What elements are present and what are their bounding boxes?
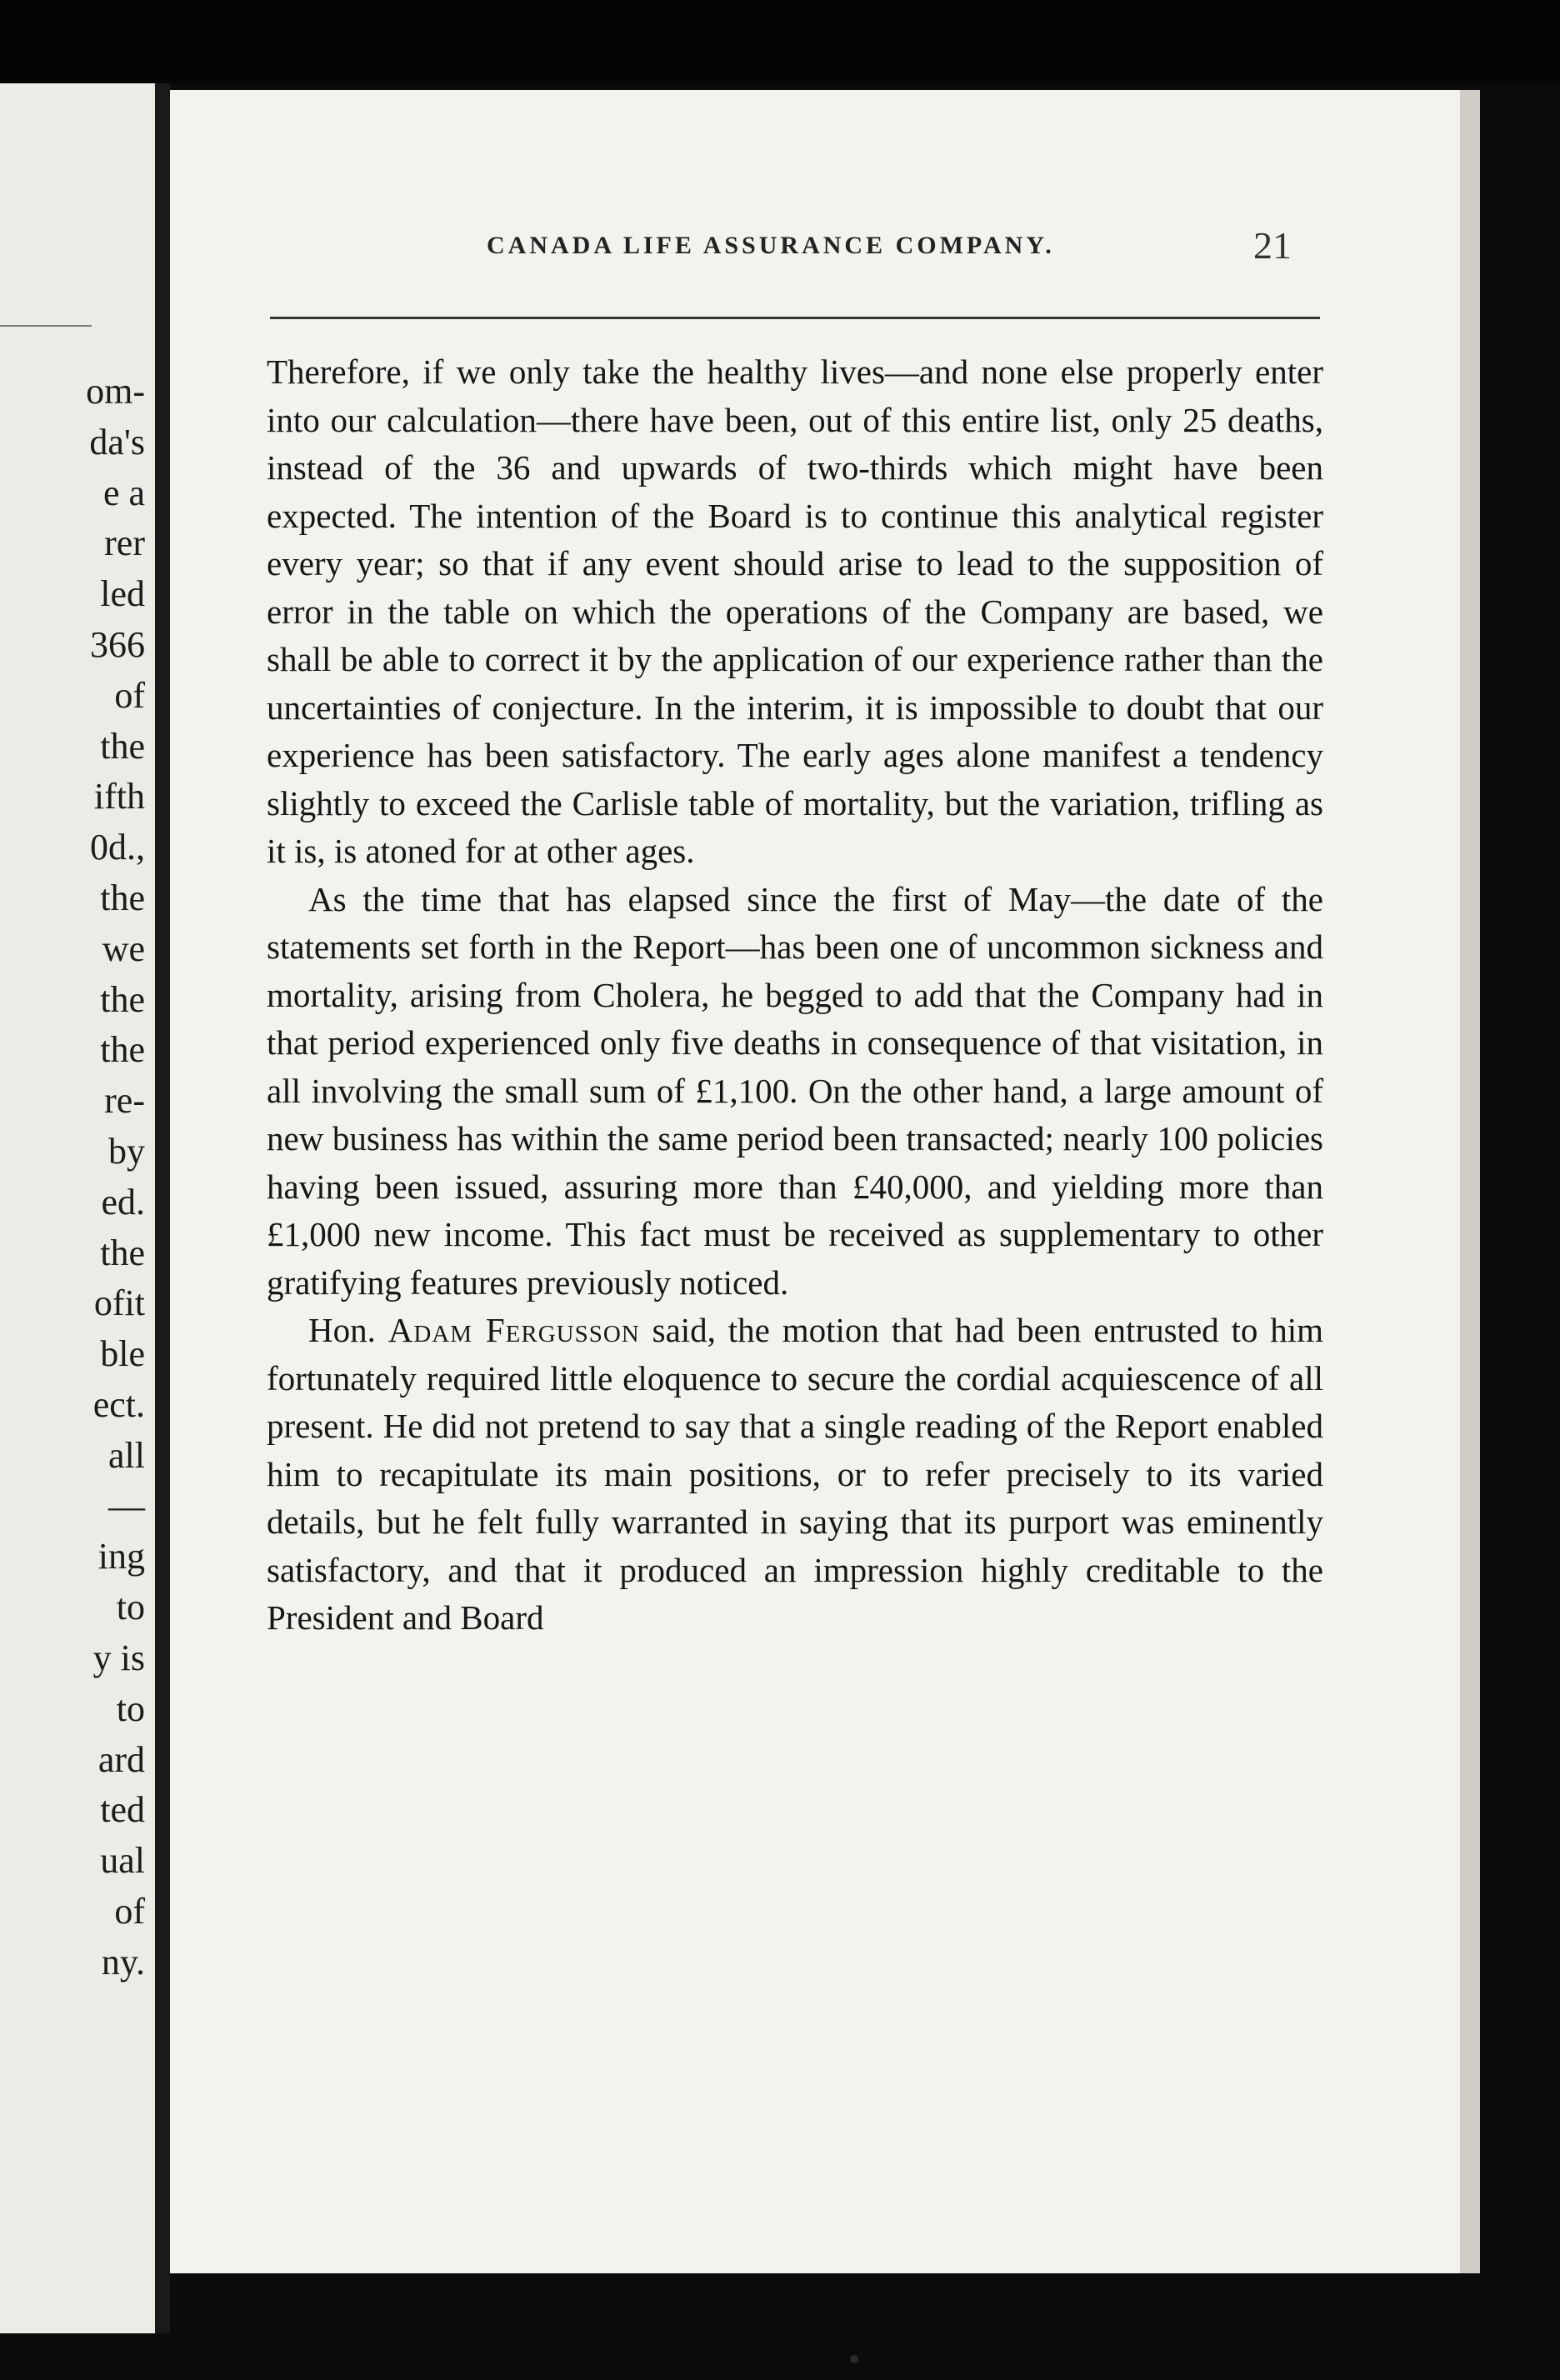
- paragraph-2: As the time that has elapsed since the first of May—the date of the statements set forth in the Report—has been one of uncommon sickness and mortality, arising from Cholera, he begged to add that the Company had in that period experienced only five deaths in consequence of that visitation, in all involving the small sum of £1,100. On the other hand, a large amount of new business has within the same period been transacted; nearly 100 policies having been issued, assuring more than £40,000, and yielding more than £1,000 new income. This fact must be received as supplementary to other gratifying features previously noticed.: [267, 879, 1323, 1302]
- header-rule: [270, 317, 1320, 319]
- left-fragment: ard: [98, 1738, 145, 1780]
- left-page-rule: [0, 325, 92, 327]
- page-header: [170, 223, 1460, 282]
- left-fragment: ect.: [92, 1383, 145, 1425]
- left-fragment: to: [116, 1587, 145, 1628]
- left-fragment: ual: [100, 1840, 145, 1882]
- page-edge-shadow: [1460, 90, 1480, 2273]
- left-fragment: the: [100, 877, 145, 918]
- left-fragment: the: [100, 1029, 145, 1071]
- left-page-edge: [0, 83, 163, 2333]
- left-fragment: we: [102, 928, 145, 969]
- left-fragment: ted: [100, 1789, 145, 1831]
- left-fragment: om-: [86, 371, 145, 412]
- left-fragment: the: [100, 1232, 145, 1273]
- left-fragment: ofit: [93, 1282, 145, 1324]
- left-fragment: the: [100, 978, 145, 1020]
- left-fragment: re-: [104, 1080, 145, 1122]
- left-fragment: ing: [98, 1536, 145, 1578]
- left-fragment: da's: [89, 421, 145, 462]
- paragraph-3-text: said, the motion that had been entrusted to him fortunately required little eloquence to secure the cordial acquiescence of all present. He did not pretend to say that a single reading of the Report enabled him to recapitulate its main positions, or to refer precisely to its varied details, but he felt fully warranted in saying that its purport was eminently satisfactory, and that it produced an impression highly creditable to the President and Board: [267, 1311, 1324, 1637]
- left-fragment: e a: [102, 472, 145, 513]
- left-fragment: by: [108, 1130, 145, 1172]
- body-text: [267, 348, 1323, 1642]
- left-fragment: ny.: [101, 1941, 145, 1982]
- paragraph-1: Therefore, if we only take the healthy lives—and none else properly enter into our calculation—there have been, out of this entire list, only 25 deaths, instead of the 36 and upwards of two-thirds which might have been expected. The intention of the Board is to continue this analytical register every year; so that if any event should arise to lead to the supposition of error in the table on which the operations of the Company are based, we shall be able to correct it by the application of our experience rather than the uncertainties of conjecture. In the interim, it is impossible to doubt that our experience has been satisfactory. The early ages alone manifest a tendency slightly to exceed the Carlisle table of mortality, but the variation, trifling as it is, is atoned for at other ages.: [267, 352, 1323, 870]
- paragraph-3-prefix: Hon.: [308, 1311, 376, 1349]
- left-fragment: led: [100, 573, 145, 615]
- left-fragment: ble: [100, 1333, 145, 1375]
- left-fragment: the: [100, 725, 145, 767]
- left-page-text-fragments: [86, 367, 145, 1988]
- scan-top-border: [0, 0, 1560, 83]
- left-fragment: ed.: [101, 1181, 145, 1222]
- left-fragment: 0d.,: [90, 827, 145, 868]
- speaker-name: Adam Fergusson: [388, 1311, 640, 1349]
- left-fragment: ifth: [93, 776, 145, 818]
- left-fragment: rer: [104, 522, 145, 564]
- left-fragment: of: [114, 674, 145, 716]
- left-fragment: y is: [92, 1637, 145, 1678]
- paragraph-3: [267, 1307, 1323, 1642]
- running-head: CANADA LIFE ASSURANCE COMPANY.: [487, 232, 1055, 259]
- left-fragment: to: [116, 1688, 145, 1729]
- right-page: [170, 90, 1460, 2273]
- left-fragment: 366: [90, 623, 145, 665]
- left-fragment: —: [108, 1485, 145, 1527]
- scan-speck: [850, 2355, 858, 2363]
- left-fragment: all: [108, 1434, 145, 1476]
- left-fragment: of: [114, 1890, 145, 1932]
- page-number: 21: [1253, 224, 1292, 267]
- book-gutter: [155, 83, 170, 2333]
